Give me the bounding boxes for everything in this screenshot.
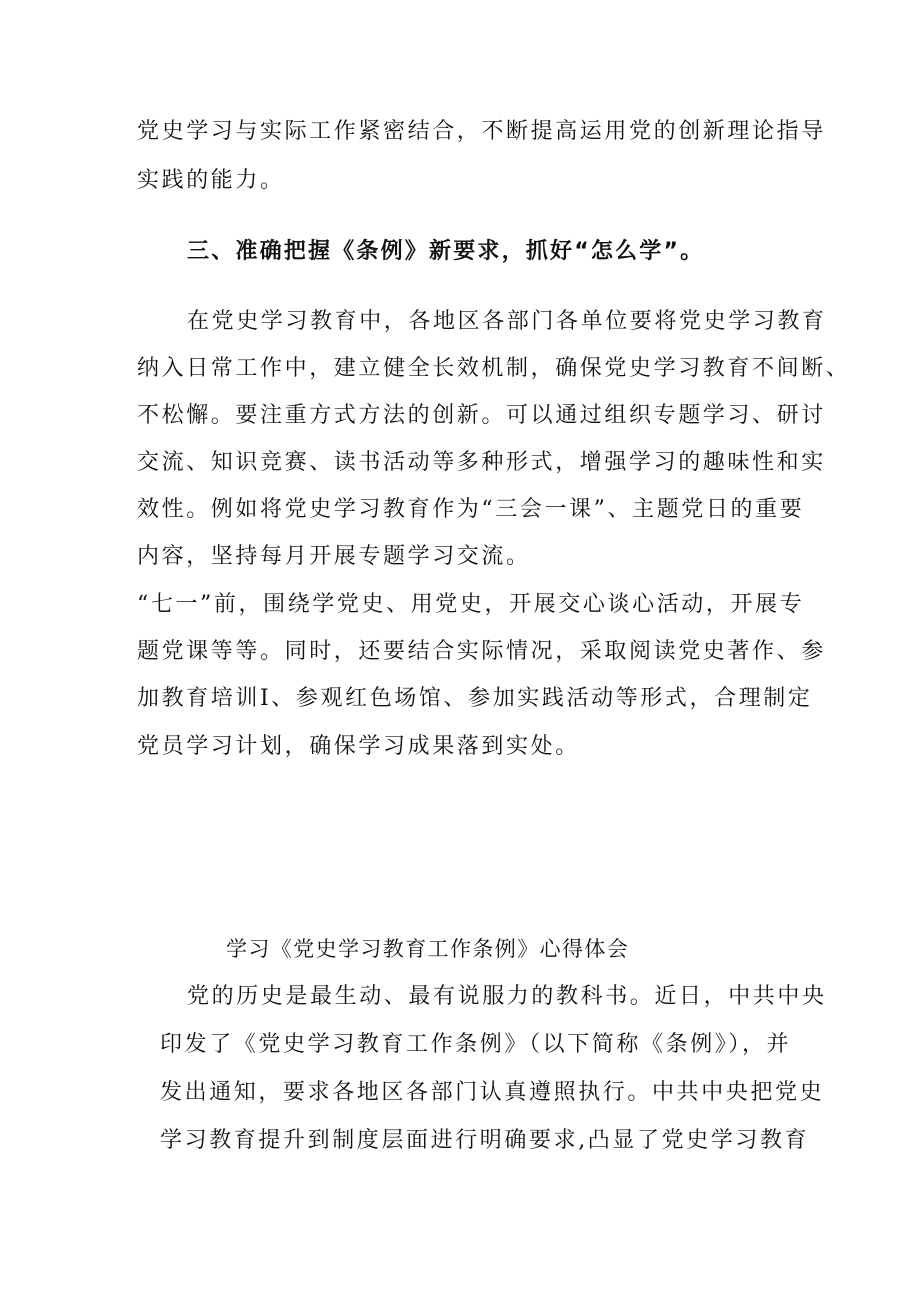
paragraph-line: 实践的能力。: [137, 168, 285, 193]
paragraph-line: 内容，坚持每月开展专题学习交流。: [137, 544, 531, 569]
section-heading: 三、准确把握《条例》新要求，抓好“怎么学”。: [187, 239, 705, 264]
paragraph-line: 交流、知识竞赛、读书活动等多种形式，增强学习的趣味性和实: [137, 450, 826, 475]
paragraph-line: 题党课等等。同时，还要结合实际情况，采取阅读党史著作、参: [137, 639, 826, 664]
paragraph-line: 纳入日常工作中，建立健全长效机制，确保党史学习教育不间断、: [137, 356, 851, 381]
paragraph-line: 印发了《党史学习教育工作条例》（以下简称《条例》），并: [160, 1032, 792, 1057]
paragraph-line: 加教育培训I、参观红色场馆、参加实践活动等形式，合理制定: [137, 686, 813, 711]
paragraph-line: 学习教育提升到制度层面进行明确要求,凸显了党史学习教育: [160, 1128, 810, 1153]
paragraph-line: 党员学习计划，确保学习成果落到实处。: [137, 734, 580, 759]
paragraph-line: 党的历史是最生动、最有说服力的教科书。近日，中共中央: [187, 984, 827, 1009]
paragraph-line: “七一”前，围绕学党史、用党史，开展交心谈心活动，开展专: [137, 592, 805, 617]
paragraph-line: 效性。例如将党史学习教育作为“三会一课”、主题党日的重要: [137, 497, 805, 522]
paragraph-line: 党史学习与实际工作紧密结合，不断提高运用党的创新理论指导: [137, 119, 826, 144]
paragraph-line: 在党史学习教育中，各地区各部门各单位要将党史学习教育: [187, 309, 827, 334]
paragraph-line: 不松懈。要注重方式方法的创新。可以通过组织专题学习、研讨: [137, 403, 826, 428]
article-title: 学习《党史学习教育工作条例》心得体会: [226, 937, 630, 961]
paragraph-line: 发出通知，要求各地区各部门认真遵照执行。中共中央把党史: [160, 1080, 825, 1105]
